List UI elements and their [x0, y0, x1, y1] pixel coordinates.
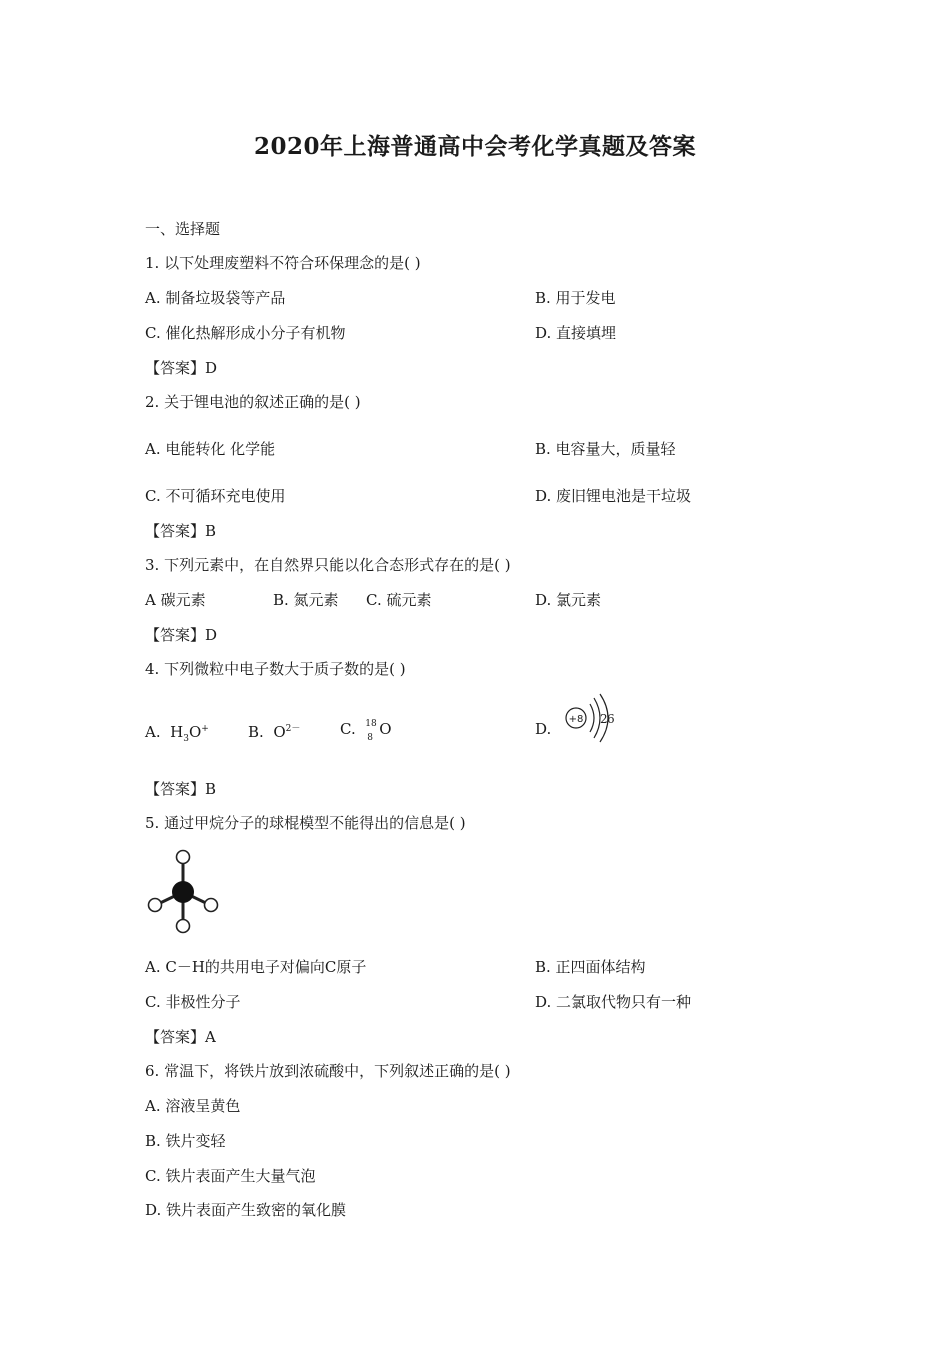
- q6-option-a: A. 溶液呈黄色: [145, 1097, 241, 1115]
- q4-option-c: [340, 719, 392, 743]
- q4-option-a-charge: +: [201, 724, 209, 734]
- q4-option-c-mass-number: 18: [365, 719, 377, 729]
- q4-option-b-charge: 2－: [285, 724, 301, 734]
- q4-option-a-subscript: 3: [183, 734, 189, 744]
- q4-option-b-label: B.: [248, 723, 264, 741]
- page-title: 2020年上海普通高中会考化学真题及答案: [253, 133, 696, 160]
- electron-shell-1: [590, 704, 594, 732]
- q4-option-a-formula-rest: O: [188, 723, 202, 741]
- q1-stem: 1. 以下处理废塑料不符合环保理念的是( ): [145, 254, 421, 272]
- q4-option-a-label: A.: [145, 723, 161, 741]
- q2-option-a: A. 电能转化 化学能: [145, 440, 276, 458]
- shell-1-electrons: 2: [600, 712, 608, 726]
- atomic-structure-diagram: [560, 692, 620, 748]
- q3-answer: 【答案】D: [145, 626, 218, 644]
- q5-option-a: A. C－H的共用电子对偏向C原子: [145, 958, 367, 976]
- q4-option-c-label: C.: [340, 720, 356, 738]
- q4-option-b: [248, 719, 300, 742]
- q3-option-c: C. 硫元素: [366, 591, 432, 609]
- section-heading: 一、选择题: [145, 220, 221, 238]
- q6-stem: 6. 常温下，将铁片放到浓硫酸中，下列叙述正确的是( ): [145, 1062, 511, 1080]
- nucleus-charge: +8: [568, 714, 584, 725]
- q4-option-a-formula: H: [170, 723, 184, 741]
- q6-option-c: C. 铁片表面产生大量气泡: [145, 1167, 316, 1185]
- shell-2-electrons: 6: [607, 712, 615, 726]
- q2-option-b: B. 电容量大，质量轻: [535, 440, 676, 458]
- q1-option-c: C. 催化热解形成小分子有机物: [145, 324, 346, 342]
- q4-option-c-symbol: O: [379, 720, 392, 738]
- q6-option-b: B. 铁片变轻: [145, 1132, 226, 1150]
- q4-option-d-label: D.: [535, 720, 552, 738]
- q5-stem: 5. 通过甲烷分子的球棍模型不能得出的信息是( ): [145, 814, 466, 832]
- hydrogen-atom-left: [149, 899, 162, 912]
- q1-option-b: B. 用于发电: [535, 289, 616, 307]
- q2-option-d: D. 废旧锂电池是干垃圾: [535, 487, 692, 505]
- q5-option-d: D. 二氯取代物只有一种: [535, 993, 692, 1011]
- carbon-atom: [172, 881, 194, 903]
- q2-stem: 2. 关于锂电池的叙述正确的是( ): [145, 393, 361, 411]
- q3-option-d: D. 氯元素: [535, 591, 602, 609]
- q4-option-c-atomic-number: 8: [367, 733, 373, 743]
- q1-option-d: D. 直接填埋: [535, 324, 617, 342]
- q4-option-c-isotope: [365, 719, 379, 743]
- hydrogen-atom-top: [177, 851, 190, 864]
- q1-answer: 【答案】D: [145, 359, 218, 377]
- hydrogen-atom-bottom: [177, 920, 190, 933]
- q5-option-b: B. 正四面体结构: [535, 958, 646, 976]
- q5-option-c: C. 非极性分子: [145, 993, 241, 1011]
- q4-stem: 4. 下列微粒中电子数大于质子数的是( ): [145, 660, 406, 678]
- q3-option-a: A 碳元素: [145, 591, 206, 609]
- methane-ball-stick-model: [142, 846, 232, 938]
- q2-answer: 【答案】B: [145, 522, 217, 540]
- q4-option-a: [145, 719, 209, 749]
- q4-answer: 【答案】B: [145, 780, 217, 798]
- q6-option-d: D. 铁片表面产生致密的氧化膜: [145, 1201, 347, 1219]
- q5-answer: 【答案】A: [145, 1028, 216, 1046]
- q1-option-a: A. 制备垃圾袋等产品: [145, 289, 286, 307]
- q3-option-b: B. 氮元素: [273, 591, 339, 609]
- hydrogen-atom-right: [205, 899, 218, 912]
- q4-option-b-formula: O: [273, 723, 286, 741]
- q3-stem: 3. 下列元素中，在自然界只能以化合态形式存在的是( ): [145, 556, 511, 574]
- q2-option-c: C. 不可循环充电使用: [145, 487, 286, 505]
